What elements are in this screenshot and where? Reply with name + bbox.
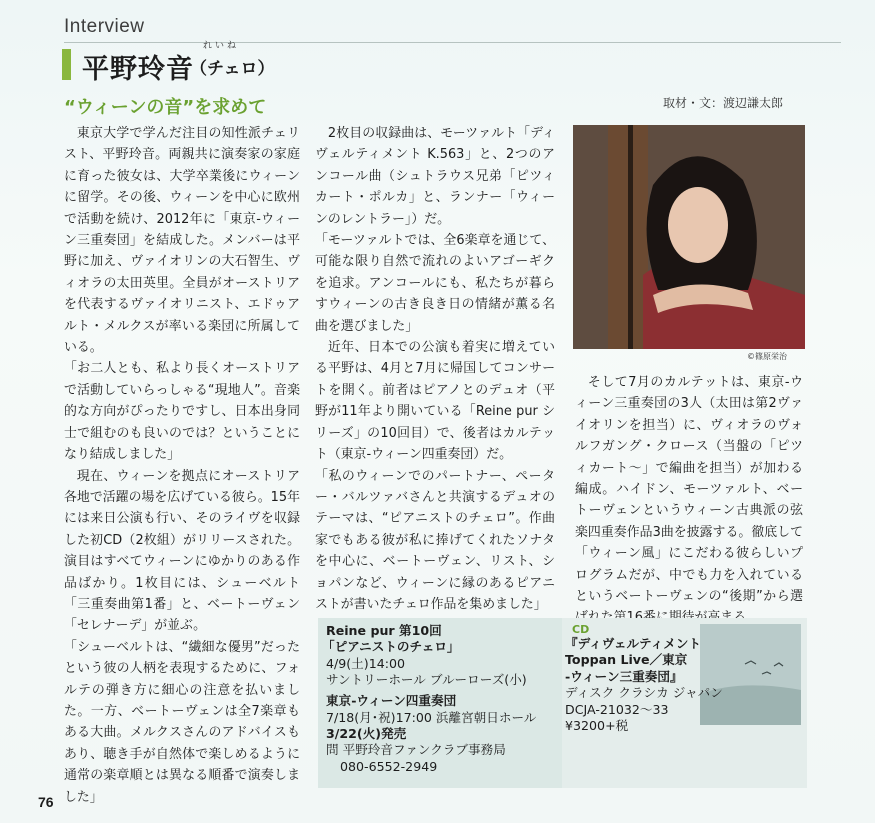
event1-date: 4/9(土)14:00 xyxy=(326,656,405,671)
paragraph: そして7月のカルテットは、東京-ウィーン三重奏団の3人（太田は第2ヴァイオリンを担当）に、ヴィオラのヴォルフガング・クロース（当盤の「ピツィカート〜」で編曲を担当）が加わる編成。ハイドン、モーツァルト、ベートーヴェンというウィーン古典派の弦楽四重奏作品3曲を披露する。徹底して「ウィーン風」にこだわる彼らしいプログラムだが、中でも力を入れているというベートーヴェンの“後期”から選 xyxy=(575,375,803,605)
article-column-3 xyxy=(575,372,803,629)
article-catchphrase: “ウィーンの音”を求めて xyxy=(64,97,267,118)
name-furigana: れいね xyxy=(203,41,240,51)
cd-title-line-2: Toppan Live／東京 xyxy=(565,652,688,668)
interviewee-name: 平野玲音 xyxy=(82,54,194,85)
cd-title-line-3: -ウィーン三重奏団』 xyxy=(565,668,683,684)
event1-title: Reine pur 第10回 xyxy=(326,623,442,638)
portrait-illustration xyxy=(573,125,805,349)
cd-publisher: ディスク クラシカ ジャパン xyxy=(565,685,723,701)
contact-phone: 080-6552-2949 xyxy=(340,759,438,774)
event1-subtitle: 「ピアニストのチェロ」 xyxy=(322,639,460,654)
paragraph: 2枚目の収録曲は、モーツァルト「ディヴェルティメント K.563」と、2つのアンコール曲（シュトラウス兄弟「ピツィカート・ポルカ」と、ランナー「ウィーンのレントラー」）だ。 xyxy=(315,126,555,227)
page-number: 76 xyxy=(38,794,54,810)
paragraph: 近年、日本での公演も着実に増えている平野は、4月と7月に帰国してコンサートを開く。前者はピアノとのデュオ（平野が11年より開いている「Reine pur シリーズ」の10回目）で、後者はカルテット（東京-ウィーン四重奏団）だ。 xyxy=(315,340,555,463)
interviewee-role: （チェロ） xyxy=(190,59,275,79)
event2-date: 7/18(月･祝)17:00 浜離宮朝日ホール xyxy=(326,710,537,725)
article-column-2 xyxy=(315,123,555,615)
paragraph: 東京大学で学んだ注目の知性派チェリスト、平野玲音。両親共に演奏家の家庭に育った彼女は、大学卒業後にウィーンに留学。その後、ウィーンを中心に欧州で活動を続け、2012年に「東京-ウィーン三重奏団」を結成した。メンバーは平野に加え、ヴァイオリンの大石智生、ヴィオラの太田英里。全員がオーストリアを代表するヴァイオリニスト、エドゥアルト・メルクスが率いる楽団に所属している。 xyxy=(64,126,300,356)
event2-title: 東京-ウィーン四重奏団 xyxy=(326,693,457,708)
header-rule xyxy=(64,42,841,43)
quote-paragraph: 「モーツァルトでは、全6楽章を通じて、可能な限り自然で流れのよいアゴーギクを追求。アンコールにも、私たちが暮らすウィーンの古き良き日の情緒が薫る名曲を選びました」 xyxy=(315,233,555,334)
event1-venue: サントリーホール ブルーローズ(小) xyxy=(326,672,527,687)
cd-title-line-1: 『ディヴェルティメント xyxy=(565,636,702,651)
cd-details xyxy=(565,636,723,734)
cd-price: ¥3200+税 xyxy=(565,718,629,734)
section-kicker: Interview xyxy=(64,16,145,37)
cd-catalog-number: DCJA-21032〜33 xyxy=(565,701,669,717)
quote-paragraph: 「お二人とも、私より長くオーストリアで活動していらっしゃる“現地人”。音楽的な方向がぴったりですし、日本出身同士で組むのも良いのでは？ということになり結成しました」 xyxy=(64,361,300,463)
release-date: 3/22(火)発売 xyxy=(326,726,407,741)
byline: 取材・文：渡辺謙太郎 xyxy=(663,96,784,110)
paragraph: 現在、ウィーンを拠点にオーストリア各地で活躍の場を広げている彼ら。15年には来日公演も行い、そのライヴを収録した初CD（2枚組）がリリースされた。演目はすべてウィーンにゆかりのある作品ばかり。1枚目には、シューベルト「三重奏曲第1番」と、ベートーヴェン「セレナーデ」が並ぶ。 xyxy=(64,468,300,634)
photo-credit: ©篠原栄治 xyxy=(747,352,787,361)
article-column-1 xyxy=(64,123,300,808)
quote-paragraph: 「私のウィーンでのパートナー、ペーター・バルツァバさんと共演するデュオのテーマは、“ピアニストのチェロ”。作曲家でもある彼が私に捧げてくれたソナタを中心に、ベートーヴェン、リスト、ショパンなど、ウィーンに縁のあるピアニストが書いたチェロ作品を集めました」 xyxy=(315,468,555,612)
quote-paragraph: 「シューベルトは、“繊細な優男”だったという彼の人柄を表現するために、フォルテの弾き方に細心の注意を払いました。一方、ベートーヴェンは全7楽章もある大曲。メルクスさんのアドバイスもあり、聴き手が自然体で楽しめるように通常の楽章順とは異なる順番で演奏しました」 xyxy=(64,639,300,805)
cd-label: CD xyxy=(572,623,590,636)
portrait-photo xyxy=(573,125,805,349)
contact-organization: 問 平野玲音ファンクラブ事務局 xyxy=(326,742,506,757)
title-accent-bar xyxy=(62,49,71,80)
